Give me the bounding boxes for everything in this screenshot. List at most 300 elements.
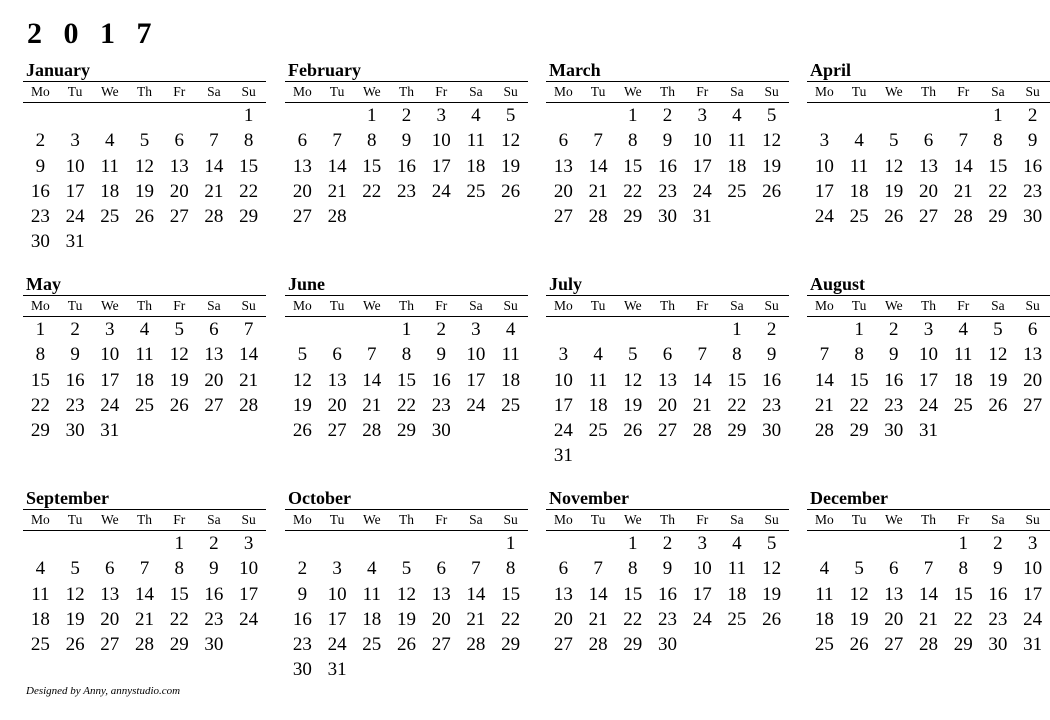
day-cell: 10 — [814, 155, 834, 177]
day-cell: 19 — [292, 394, 312, 416]
empty-cell — [459, 531, 494, 556]
day-cell: 3 — [471, 319, 481, 340]
weekday-label: Su — [241, 84, 256, 99]
day-cell: 16 — [204, 583, 224, 605]
day-cell: 5 — [139, 130, 150, 152]
weekday-label: Th — [659, 512, 675, 527]
weekday-label: Mo — [30, 84, 50, 99]
year-title: 2 0 1 7 — [27, 17, 159, 50]
day-grid — [285, 103, 528, 229]
empty-cell — [546, 103, 581, 128]
month-name: October — [285, 486, 528, 510]
day-cell: 22 — [623, 608, 643, 630]
month-april — [807, 58, 1050, 229]
month-name: August — [807, 272, 1050, 296]
day-cell: 13 — [431, 583, 451, 605]
day-cell: 7 — [139, 558, 150, 580]
day-cell: 20 — [884, 608, 904, 630]
day-cell: 2 — [889, 319, 899, 340]
day-cell: 24 — [553, 420, 573, 442]
day-cell: 22 — [396, 394, 416, 416]
day-grid — [546, 317, 789, 469]
day-cell: 5 — [993, 319, 1003, 340]
day-cell: 10 — [431, 130, 451, 152]
day-cell: 14 — [814, 369, 834, 391]
day-cell: 28 — [953, 206, 973, 228]
day-cell: 23 — [30, 206, 50, 228]
weekday-label: Mo — [814, 298, 834, 313]
day-cell: 7 — [593, 558, 603, 580]
weekday-label: Tu — [851, 84, 867, 99]
day-cell: 17 — [918, 369, 938, 391]
day-cell: 26 — [762, 608, 782, 630]
day-cell: 8 — [367, 130, 377, 152]
weekday-label: Th — [398, 298, 414, 313]
day-cell: 14 — [362, 369, 382, 391]
day-cell: 9 — [889, 344, 899, 366]
day-cell: 15 — [988, 155, 1008, 177]
day-grid — [23, 103, 266, 255]
day-cell: 18 — [134, 369, 154, 391]
day-cell: 3 — [558, 344, 569, 366]
day-cell: 12 — [134, 155, 154, 177]
day-cell: 22 — [362, 180, 382, 202]
day-grid — [807, 531, 1050, 657]
weekday-label: Tu — [851, 298, 867, 313]
month-january — [23, 58, 266, 255]
day-cell: 20 — [553, 180, 573, 202]
day-cell: 19 — [849, 608, 869, 630]
day-cell: 29 — [623, 206, 643, 228]
day-cell: 7 — [958, 130, 968, 152]
day-cell: 21 — [239, 369, 259, 391]
day-cell: 20 — [292, 180, 312, 202]
day-cell: 26 — [134, 206, 154, 228]
day-cell: 10 — [692, 558, 712, 580]
weekday-label: Mo — [553, 512, 573, 527]
day-cell: 15 — [849, 369, 869, 391]
day-cell: 13 — [657, 369, 677, 391]
weekday-label: Tu — [590, 84, 606, 99]
empty-cell — [389, 531, 424, 556]
weekday-label: Mo — [292, 298, 312, 313]
day-cell: 21 — [918, 608, 938, 630]
day-cell: 10 — [239, 558, 259, 580]
day-cell: 16 — [988, 583, 1008, 605]
day-cell: 8 — [243, 130, 254, 152]
day-cell: 8 — [174, 558, 184, 580]
day-grid — [807, 103, 1050, 229]
day-cell: 14 — [692, 369, 712, 391]
day-cell: 25 — [134, 394, 154, 416]
day-cell: 19 — [988, 369, 1008, 391]
day-cell: 29 — [988, 206, 1008, 228]
day-cell: 5 — [889, 130, 899, 152]
weekday-label: Su — [241, 512, 256, 527]
weekday-label: Sa — [469, 512, 483, 527]
weekday-label: We — [884, 512, 903, 527]
day-cell: 19 — [501, 155, 521, 177]
weekday-label: Fr — [957, 84, 970, 99]
day-cell: 16 — [65, 369, 85, 391]
day-cell: 4 — [105, 130, 115, 152]
day-cell: 6 — [558, 130, 569, 152]
day-cell: 6 — [436, 558, 446, 580]
day-cell: 14 — [588, 155, 608, 177]
weekday-label: Sa — [730, 84, 744, 99]
empty-cell — [876, 531, 911, 556]
day-cell: 1 — [243, 105, 254, 126]
month-name: July — [546, 272, 789, 296]
day-cell: 16 — [657, 155, 677, 177]
day-cell: 9 — [35, 155, 46, 177]
weekday-label: Sa — [469, 298, 483, 313]
day-cell: 30 — [65, 420, 85, 442]
month-name: February — [285, 58, 528, 82]
day-cell: 23 — [396, 180, 416, 202]
weekday-label: Tu — [590, 512, 606, 527]
day-cell: 16 — [30, 180, 50, 202]
weekday-header — [807, 82, 1050, 103]
day-cell: 27 — [327, 420, 347, 442]
day-cell: 16 — [292, 608, 312, 630]
day-cell: 12 — [884, 155, 904, 177]
weekday-header — [285, 510, 528, 531]
day-cell: 23 — [431, 394, 451, 416]
day-cell: 8 — [401, 344, 412, 366]
day-cell: 7 — [923, 558, 934, 580]
day-cell: 28 — [692, 420, 712, 442]
weekday-label: We — [362, 512, 381, 527]
day-cell: 1 — [367, 105, 377, 126]
empty-cell — [424, 531, 459, 556]
day-cell: 22 — [623, 180, 643, 202]
day-cell: 26 — [762, 180, 782, 202]
day-cell: 28 — [466, 634, 486, 656]
month-november — [546, 486, 789, 657]
day-cell: 13 — [1023, 344, 1043, 366]
day-cell: 11 — [135, 344, 154, 366]
day-cell: 14 — [953, 155, 973, 177]
day-cell: 18 — [953, 369, 973, 391]
day-cell: 12 — [65, 583, 85, 605]
day-cell: 25 — [727, 180, 747, 202]
day-cell: 24 — [327, 634, 347, 656]
month-july — [546, 272, 789, 469]
weekday-header — [285, 82, 528, 103]
day-cell: 18 — [588, 394, 608, 416]
day-cell: 27 — [884, 634, 904, 656]
weekday-label: Su — [1025, 84, 1040, 99]
day-cell: 22 — [727, 394, 747, 416]
day-cell: 17 — [466, 369, 486, 391]
day-cell: 4 — [505, 319, 516, 340]
weekday-label: Sa — [207, 84, 221, 99]
empty-cell — [285, 317, 320, 342]
weekday-label: Su — [1025, 512, 1040, 527]
weekday-label: Su — [503, 84, 518, 99]
day-cell: 31 — [100, 420, 120, 442]
day-cell: 9 — [436, 344, 446, 366]
day-cell: 25 — [727, 608, 747, 630]
day-cell: 18 — [849, 180, 869, 202]
day-cell: 11 — [100, 155, 119, 177]
day-cell: 16 — [657, 583, 677, 605]
day-cell: 12 — [849, 583, 869, 605]
day-grid — [285, 531, 528, 683]
day-cell: 20 — [1023, 369, 1043, 391]
day-cell: 31 — [65, 231, 85, 253]
empty-cell — [650, 317, 685, 342]
day-cell: 22 — [169, 608, 189, 630]
day-cell: 6 — [662, 344, 673, 366]
day-cell: 20 — [553, 608, 573, 630]
empty-cell — [685, 317, 720, 342]
empty-cell — [354, 317, 389, 342]
day-cell: 20 — [327, 394, 347, 416]
day-cell: 24 — [814, 206, 834, 228]
day-cell: 11 — [362, 583, 381, 605]
day-cell: 17 — [692, 583, 712, 605]
day-cell: 5 — [766, 105, 777, 126]
day-cell: 2 — [297, 558, 308, 580]
day-cell: 27 — [169, 206, 189, 228]
day-cell: 26 — [623, 420, 643, 442]
day-cell: 11 — [727, 558, 747, 580]
empty-cell — [807, 531, 842, 556]
empty-cell — [23, 103, 58, 128]
day-cell: 18 — [362, 608, 382, 630]
day-cell: 3 — [923, 319, 934, 340]
day-cell: 13 — [553, 583, 573, 605]
day-cell: 14 — [327, 155, 347, 177]
weekday-label: Tu — [329, 512, 345, 527]
weekday-label: Sa — [991, 84, 1005, 99]
day-cell: 21 — [692, 394, 712, 416]
weekday-label: Fr — [696, 298, 709, 313]
day-cell: 28 — [362, 420, 382, 442]
day-cell: 2 — [662, 105, 673, 126]
day-cell: 1 — [35, 319, 46, 340]
day-cell: 22 — [849, 394, 869, 416]
day-cell: 8 — [505, 558, 516, 580]
day-cell: 21 — [204, 180, 224, 202]
day-cell: 11 — [588, 369, 608, 391]
weekday-label: Th — [659, 298, 675, 313]
day-cell: 6 — [332, 344, 342, 366]
day-cell: 10 — [918, 344, 938, 366]
day-cell: 12 — [623, 369, 643, 391]
day-cell: 4 — [854, 130, 864, 152]
weekday-label: Sa — [730, 512, 744, 527]
day-cell: 23 — [884, 394, 904, 416]
day-cell: 8 — [958, 558, 968, 580]
month-name: January — [23, 58, 266, 82]
day-cell: 18 — [30, 608, 50, 630]
empty-cell — [285, 531, 320, 556]
day-cell: 17 — [814, 180, 834, 202]
day-cell: 5 — [854, 558, 864, 580]
day-cell: 10 — [466, 344, 486, 366]
weekday-label: We — [623, 84, 642, 99]
weekday-label: Su — [503, 512, 518, 527]
day-cell: 11 — [727, 130, 747, 152]
weekday-header — [546, 296, 789, 317]
day-cell: 7 — [243, 319, 254, 340]
day-cell: 24 — [1023, 608, 1043, 630]
day-cell: 28 — [588, 206, 608, 228]
day-cell: 1 — [174, 533, 184, 554]
day-cell: 15 — [169, 583, 189, 605]
weekday-label: Sa — [469, 84, 483, 99]
day-cell: 24 — [100, 394, 120, 416]
day-cell: 12 — [501, 130, 521, 152]
day-cell: 3 — [243, 533, 254, 554]
day-cell: 29 — [169, 634, 189, 656]
day-cell: 15 — [396, 369, 416, 391]
weekday-label: Sa — [991, 298, 1005, 313]
day-cell: 3 — [697, 533, 707, 554]
day-cell: 23 — [292, 634, 312, 656]
day-cell: 25 — [953, 394, 973, 416]
weekday-header — [807, 296, 1050, 317]
day-cell: 31 — [553, 445, 573, 467]
day-cell: 6 — [209, 319, 219, 340]
day-cell: 23 — [65, 394, 85, 416]
day-cell: 6 — [889, 558, 899, 580]
day-cell: 29 — [953, 634, 973, 656]
day-cell: 4 — [958, 319, 968, 340]
day-cell: 21 — [466, 608, 486, 630]
day-cell: 31 — [918, 420, 938, 442]
day-cell: 19 — [762, 155, 782, 177]
day-cell: 19 — [884, 180, 904, 202]
day-cell: 2 — [209, 533, 219, 554]
day-cell: 9 — [662, 558, 673, 580]
weekday-label: Tu — [67, 298, 83, 313]
weekday-label: Tu — [329, 298, 345, 313]
day-cell: 30 — [292, 659, 312, 681]
day-cell: 10 — [327, 583, 347, 605]
day-cell: 30 — [988, 634, 1008, 656]
day-cell: 12 — [169, 344, 189, 366]
weekday-label: Mo — [292, 84, 312, 99]
day-cell: 8 — [628, 130, 638, 152]
day-cell: 14 — [134, 583, 154, 605]
weekday-label: Th — [920, 84, 936, 99]
weekday-label: Fr — [173, 298, 186, 313]
day-cell: 24 — [466, 394, 486, 416]
day-cell: 29 — [396, 420, 416, 442]
weekday-label: Mo — [30, 298, 50, 313]
day-cell: 2 — [1027, 105, 1038, 126]
weekday-label: We — [362, 298, 381, 313]
day-cell: 21 — [953, 180, 973, 202]
day-cell: 27 — [1023, 394, 1043, 416]
day-cell: 4 — [367, 558, 377, 580]
weekday-label: Su — [764, 512, 779, 527]
day-cell: 17 — [239, 583, 259, 605]
empty-cell — [842, 531, 877, 556]
day-cell: 27 — [431, 634, 451, 656]
day-cell: 21 — [362, 394, 382, 416]
weekday-label: Sa — [991, 512, 1005, 527]
day-cell: 12 — [396, 583, 416, 605]
day-cell: 3 — [1027, 533, 1038, 554]
empty-cell — [546, 317, 581, 342]
day-cell: 29 — [501, 634, 521, 656]
weekday-label: Mo — [814, 512, 834, 527]
empty-cell — [58, 531, 93, 556]
day-cell: 24 — [65, 206, 85, 228]
day-cell: 7 — [332, 130, 342, 152]
weekday-label: Mo — [553, 298, 573, 313]
day-cell: 1 — [854, 319, 864, 340]
day-cell: 25 — [849, 206, 869, 228]
weekday-label: Mo — [30, 512, 50, 527]
day-cell: 2 — [436, 319, 446, 340]
day-cell: 21 — [134, 608, 154, 630]
empty-cell — [911, 103, 946, 128]
day-cell: 26 — [396, 634, 416, 656]
day-cell: 22 — [501, 608, 521, 630]
day-cell: 23 — [1023, 180, 1043, 202]
day-cell: 6 — [1027, 319, 1038, 340]
day-cell: 27 — [553, 634, 573, 656]
month-name: March — [546, 58, 789, 82]
day-cell: 17 — [553, 394, 573, 416]
weekday-label: We — [884, 84, 903, 99]
day-cell: 16 — [762, 369, 782, 391]
weekday-label: Th — [398, 512, 414, 527]
day-cell: 8 — [628, 558, 638, 580]
month-name: September — [23, 486, 266, 510]
day-cell: 18 — [727, 155, 747, 177]
day-cell: 22 — [30, 394, 50, 416]
day-cell: 15 — [362, 155, 382, 177]
empty-cell — [842, 103, 877, 128]
day-cell: 6 — [297, 130, 308, 152]
day-cell: 11 — [954, 344, 973, 366]
day-cell: 25 — [30, 634, 50, 656]
day-cell: 11 — [501, 344, 520, 366]
day-cell: 20 — [169, 180, 189, 202]
day-cell: 9 — [1027, 130, 1038, 152]
day-cell: 29 — [30, 420, 50, 442]
day-cell: 10 — [1023, 558, 1043, 580]
day-cell: 25 — [501, 394, 521, 416]
weekday-label: Fr — [435, 298, 448, 313]
month-august — [807, 272, 1050, 443]
day-cell: 14 — [918, 583, 938, 605]
empty-cell — [581, 317, 616, 342]
day-cell: 26 — [292, 420, 312, 442]
day-cell: 11 — [31, 583, 50, 605]
day-cell: 18 — [814, 608, 834, 630]
day-cell: 18 — [466, 155, 486, 177]
day-cell: 28 — [134, 634, 154, 656]
day-cell: 10 — [692, 130, 712, 152]
weekday-label: Tu — [67, 512, 83, 527]
day-cell: 5 — [505, 105, 516, 126]
day-cell: 1 — [958, 533, 968, 554]
weekday-label: Sa — [207, 298, 221, 313]
weekday-label: Th — [920, 512, 936, 527]
empty-cell — [911, 531, 946, 556]
day-cell: 17 — [327, 608, 347, 630]
day-cell: 13 — [918, 155, 938, 177]
day-cell: 19 — [134, 180, 154, 202]
